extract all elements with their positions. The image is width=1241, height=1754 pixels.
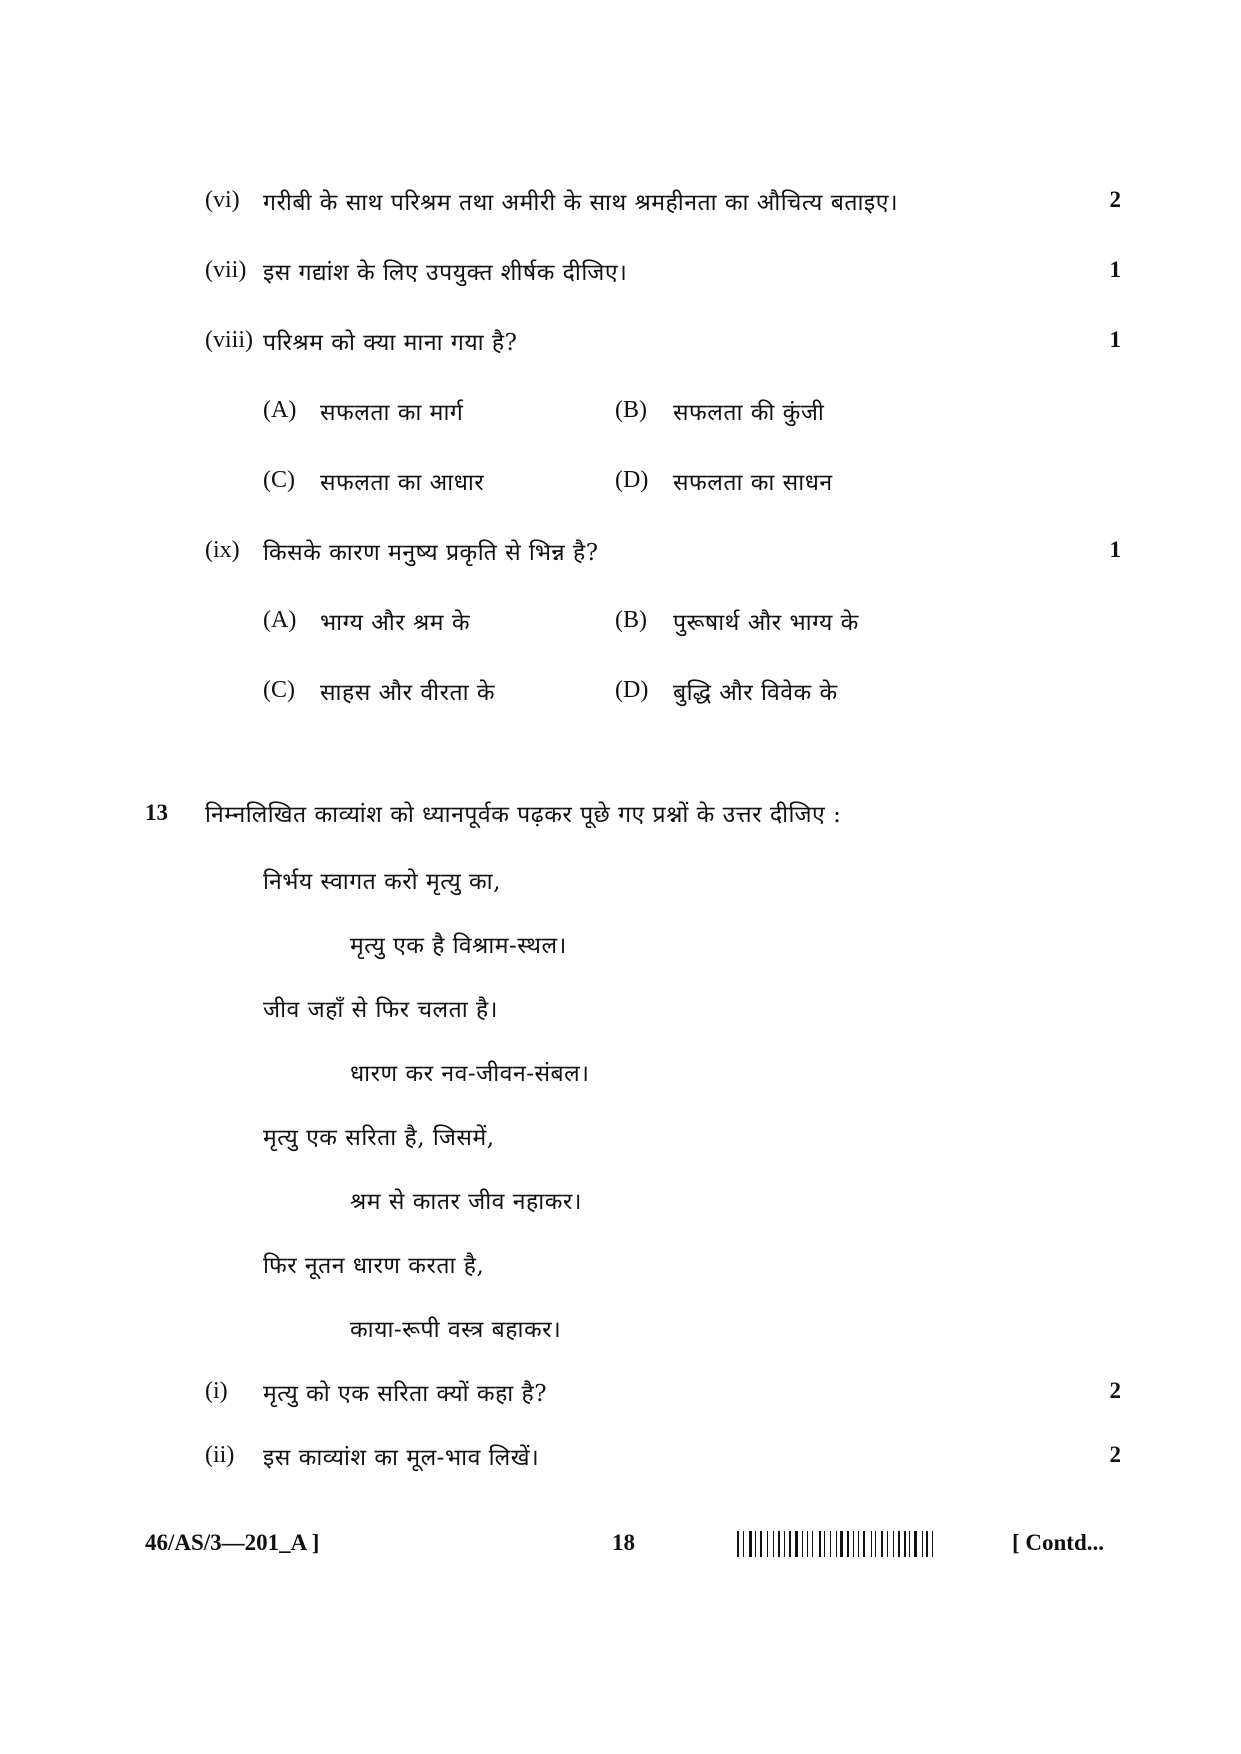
option-label: (D) [615,677,649,703]
option-text: साहस और वीरता के [320,680,496,706]
page-number: 18 [612,1530,635,1555]
poem-line: फिर नूतन धारण करता है, [263,1253,485,1279]
barcode [737,1531,938,1557]
question-marks: 1 [1109,327,1121,352]
question-marks: 1 [1109,257,1121,282]
question-label: (vii) [205,257,247,283]
option-label: (C) [263,467,295,493]
option-text: भाग्य और श्रम के [320,610,471,636]
option-text: सफलता का साधन [673,470,833,496]
subquestion-marks: 2 [1109,1378,1121,1403]
option-text: सफलता का आधार [320,470,485,496]
subquestion-text: इस काव्यांश का मूल-भाव लिखें। [263,1445,540,1471]
option-label: (B) [615,397,647,423]
option-label: (D) [615,467,649,493]
poem-line: धारण कर नव-जीवन-संबल। [350,1061,590,1087]
option-label: (A) [263,607,297,633]
subquestion-marks: 2 [1109,1442,1121,1467]
question-label: (ix) [205,537,240,563]
question-text: परिश्रम को क्या माना गया है? [263,330,518,356]
option-text: सफलता का मार्ग [320,400,464,426]
question-instruction: निम्नलिखित काव्यांश को ध्यानपूर्वक पढ़कर पूछे गए प्रश्नों के उत्तर दीजिए : [205,802,842,828]
option-text: सफलता की कुंजी [673,400,825,426]
option-label: (A) [263,397,297,423]
option-label: (C) [263,677,295,703]
poem-line: मृत्यु एक है विश्राम-स्थल। [350,933,567,959]
option-text: बुद्धि और विवेक के [673,680,838,706]
question-number: 13 [145,800,168,825]
paper-code: 46/AS/3—201_A ] [145,1530,320,1555]
poem-line: निर्भय स्वागत करो मृत्यु का, [263,869,501,895]
question-text: किसके कारण मनुष्य प्रकृति से भिन्न है? [263,540,599,566]
question-marks: 1 [1109,537,1121,562]
poem-line: श्रम से कातर जीव नहाकर। [350,1189,583,1215]
question-text: गरीबी के साथ परिश्रम तथा अमीरी के साथ श्रमहीनता का औचित्य बताइए। [263,190,899,216]
poem-line: काया-रूपी वस्त्र बहाकर। [350,1317,562,1343]
subquestion-label: (i) [205,1378,228,1404]
subquestion-text: मृत्यु को एक सरिता क्यों कहा है? [263,1381,548,1407]
subquestion-label: (ii) [205,1442,235,1468]
question-label: (viii) [205,327,253,353]
question-marks: 2 [1109,187,1121,212]
option-label: (B) [615,607,647,633]
continued-label: [ Contd... [1012,1530,1105,1555]
question-text: इस गद्यांश के लिए उपयुक्त शीर्षक दीजिए। [263,260,628,286]
poem-line: जीव जहाँ से फिर चलता है। [263,997,498,1023]
question-label: (vi) [205,187,240,213]
poem-line: मृत्यु एक सरिता है, जिसमें, [263,1125,495,1151]
option-text: पुरूषार्थ और भाग्य के [673,610,859,636]
